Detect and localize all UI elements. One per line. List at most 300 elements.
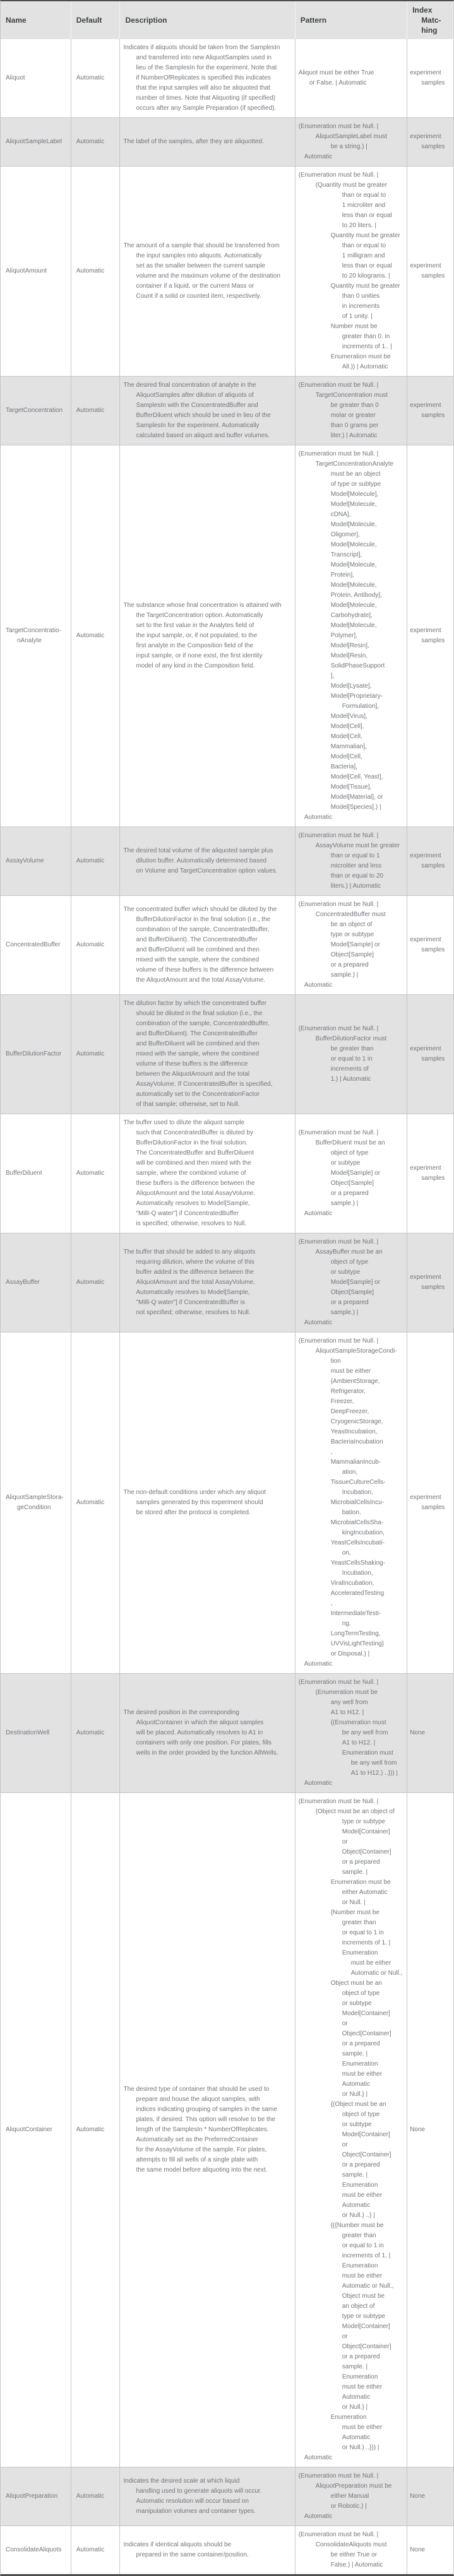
index-matching-value: samples <box>421 79 445 86</box>
pattern-line: or Null.) ..})) | <box>342 2444 379 2451</box>
description-line: AliquotSamples after dilution of aliquots of <box>136 392 254 399</box>
index-matching-value: samples <box>421 1504 445 1511</box>
pattern-line: Object[Sample] <box>330 1289 374 1296</box>
description-line: AliquotAmount and the total AssayVolume. <box>136 1279 255 1286</box>
index-matching-value: samples <box>421 1284 445 1291</box>
description-line: wells in the order provided by the function AllWells. <box>136 1750 278 1756</box>
description-line: containers with only one position. For plates, fills <box>136 1739 272 1746</box>
pattern-line: (Enumeration must be Null. | <box>298 1798 379 1805</box>
pattern-line: tion <box>330 1358 341 1365</box>
pattern-line: BacteriaIncubation <box>330 1438 383 1445</box>
option-name: BufferDilutionFactor <box>6 1050 62 1057</box>
description-line: and transferred into new AliquotSamples used in <box>136 54 272 61</box>
pattern-line: be any well from <box>342 1729 388 1736</box>
description-cell <box>120 2467 295 2526</box>
description-line: sample, where the combined volume of <box>136 1170 246 1177</box>
index-matching-value: experiment <box>410 69 441 76</box>
description-line: length of the SamplesIn * NumberOfReplicates. <box>136 2126 269 2133</box>
pattern-line: than or equal to <box>342 192 386 199</box>
default-value: Automatic <box>76 407 105 414</box>
header-label: Description <box>125 16 167 25</box>
description-line: SamplesIn for the experiment. Automatically <box>136 422 260 429</box>
pattern-cell <box>296 2467 408 2526</box>
description-line: Automatically resolves to Model[Sample, <box>136 1289 250 1296</box>
default-value: Automatic <box>76 1499 105 1506</box>
pattern-line: Automatic <box>304 1210 333 1217</box>
header-cell-index_matching <box>407 1 453 39</box>
header-label: Index <box>412 6 433 15</box>
pattern-line: or subtype <box>342 2000 372 2007</box>
pattern-cell <box>296 377 408 445</box>
pattern-line: Enumeration must be <box>330 353 391 360</box>
pattern-line: UVVisLightTesting} <box>330 1640 384 1647</box>
description-line: AssayVolume. If ConcentratedBuffer is specified, <box>136 1081 273 1088</box>
description-line: and BufferDiluent). The ConcentratedBuffer <box>136 936 258 943</box>
pattern-line: {Number must be <box>330 1909 379 1916</box>
description-line: attempts to fill all wells of a single plate with <box>136 2156 258 2163</box>
pattern-line: ation, <box>342 1469 358 1476</box>
pattern-line: {(Object must be an <box>330 2101 386 2108</box>
description-line: automatically set to the ConcentrationFactor <box>136 1091 260 1098</box>
description-line: samples generated by this experiment should <box>136 1499 263 1506</box>
index-matching-cell <box>407 995 453 1114</box>
description-cell <box>120 39 295 117</box>
default-value: Automatic <box>76 74 105 81</box>
description-line: The buffer that should be added to any aliquots <box>123 1249 256 1256</box>
pattern-line: bation, <box>342 1509 361 1516</box>
pattern-line: BufferDiluent must be an <box>315 1139 385 1146</box>
default-cell <box>71 896 121 994</box>
pattern-line: or <box>342 2333 348 2340</box>
index-matching-value: samples <box>421 412 445 419</box>
pattern-line: or Null.} | <box>342 2404 368 2411</box>
pattern-line: be greater than 0 <box>330 402 379 409</box>
name-cell <box>1 377 71 445</box>
index-matching-value: experiment <box>410 402 441 409</box>
pattern-line: MicrobialCellsSha- <box>330 1519 384 1526</box>
pattern-line: or equal to 1 in <box>342 1929 384 1936</box>
default-value: Automatic <box>76 138 105 145</box>
pattern-line: Model[Molecule, <box>330 501 377 508</box>
index-matching-value: samples <box>421 862 445 869</box>
name-cell <box>1 1114 71 1233</box>
description-line: not specified; otherwise, resolves to Null. <box>136 1309 251 1316</box>
pattern-line: Model[Tissue], <box>330 784 372 791</box>
pattern-line: Model[Molecule, <box>330 521 377 528</box>
default-value: Automatic <box>76 1279 105 1286</box>
pattern-line: cDNA], <box>330 511 351 518</box>
option-name: BufferDiluent <box>6 1170 42 1177</box>
pattern-cell <box>296 445 408 826</box>
pattern-line: ng, <box>342 1620 351 1627</box>
pattern-line: (Enumeration must be Null. | <box>298 123 379 130</box>
option-name: TargetConcentratio- <box>6 627 61 634</box>
pattern-line: or Null.) ..} | <box>342 2212 375 2219</box>
pattern-line: 1 microliter and <box>342 202 386 209</box>
description-line: Automatically resolves to Model[Sample, <box>136 1200 250 1207</box>
table-row <box>1 1792 453 2467</box>
default-cell <box>71 167 121 376</box>
header-cell-pattern <box>296 1 408 39</box>
pattern-line: of type or subtype <box>330 481 381 488</box>
option-name: AliquotSampleLabel <box>6 138 62 145</box>
description-line: volume of these buffers is the difference between <box>136 967 274 973</box>
pattern-line: or a prepared <box>342 2040 380 2047</box>
description-line: requiring dilution, where the volume of this <box>136 1259 254 1266</box>
description-line: Indicates the desired scale at which liquid <box>123 2478 240 2485</box>
pattern-line: or equal to 1 in <box>330 1056 373 1062</box>
name-cell <box>1 1674 71 1792</box>
pattern-line: Model[Virus], <box>330 713 367 720</box>
index-matching-value: experiment <box>410 262 441 269</box>
pattern-line: (Enumeration must be Null. | <box>298 832 379 839</box>
pattern-line: microliter and less <box>330 862 382 869</box>
description-line: Automatic resolution will occur based on <box>136 2498 249 2505</box>
pattern-line: either Manual <box>330 2493 369 2500</box>
pattern-line: sample. | <box>342 1869 368 1876</box>
description-line: for the AssayVolume of the sample. For plates, <box>136 2146 267 2153</box>
pattern-line: YeastCellsShaking- <box>330 1560 386 1567</box>
description-line: prepare and house the aliquot samples, with <box>136 2096 260 2103</box>
description-line: be stored after the protocol is completed. <box>136 1509 251 1516</box>
description-line: Automatically set as the PreferredContainer <box>136 2136 258 2143</box>
pattern-line: Automatic <box>304 1319 333 1326</box>
header-label: Pattern <box>300 16 327 25</box>
description-line: the same model before aliquoting into the next. <box>136 2167 268 2173</box>
description-line: and BufferDiluent will be combined and then <box>136 946 260 953</box>
description-line: should be diluted in the final solution (i.e., the <box>136 1010 263 1017</box>
pattern-cell <box>296 118 408 166</box>
pattern-line: Automatic <box>342 2434 371 2441</box>
index-matching-value: samples <box>421 1175 445 1182</box>
pattern-line: Automatic <box>342 2394 371 2401</box>
pattern-line: sample.) | <box>330 972 359 979</box>
pattern-line: (Enumeration must be <box>315 1689 378 1696</box>
pattern-line: Model[Cell, <box>330 753 362 760</box>
description-line: dilution buffer. Automatically determined based <box>136 857 267 864</box>
pattern-line: Model[Molecule], <box>330 491 379 498</box>
default-cell <box>71 2467 121 2526</box>
pattern-line: to 20 liters. | <box>342 222 376 229</box>
name-cell <box>1 39 71 117</box>
description-line: Count if a solid or counted item, respectively. <box>136 293 261 300</box>
description-line: The amount of a sample that should be transferred from <box>123 242 280 249</box>
pattern-line: to 20 kilograms. | <box>342 273 390 279</box>
pattern-line: Model[Molecule, <box>330 602 377 609</box>
pattern-line: Object must be an <box>330 1980 382 1987</box>
description-line: Indicates if identical aliquots should be <box>123 2541 232 2548</box>
default-cell <box>71 995 121 1114</box>
pattern-line: type or subtype <box>330 931 374 938</box>
pattern-line: less than or equal <box>342 212 392 219</box>
pattern-line: Model[Resin, <box>330 652 368 659</box>
pattern-line: (Quantity must be greater <box>315 182 388 189</box>
name-cell <box>1 167 71 376</box>
pattern-line: or a prepared <box>330 962 369 968</box>
description-line: will be placed. Automatically resolves to A1 in <box>136 1729 263 1736</box>
description-line: SamplesIn with the ConcentratedBuffer and <box>136 402 258 409</box>
default-value: Automatic <box>76 2126 105 2133</box>
name-cell <box>1 827 71 895</box>
pattern-line: (Enumeration must be Null. | <box>298 901 379 908</box>
name-cell <box>1 2526 71 2574</box>
pattern-line: , <box>330 1600 333 1607</box>
description-line: that the input samples will also be aliquoted that <box>136 85 270 91</box>
header-label: Name <box>6 16 27 25</box>
pattern-line: Model[Container] <box>342 1828 390 1835</box>
pattern-line: or Null.} | <box>342 2091 368 2098</box>
header-cell-description <box>120 1 295 39</box>
description-line: number of times. Note that Aliquoting (if specified) <box>136 95 276 102</box>
pattern-cell <box>296 1332 408 1673</box>
pattern-line: AssayVolume must be greater <box>315 842 400 849</box>
pattern-line: increments of 1. | <box>342 2252 391 2259</box>
pattern-line: or subtype <box>330 1269 361 1276</box>
table-row <box>1 895 453 994</box>
pattern-line: or a prepared <box>342 2353 380 2360</box>
description-line: on Volume and TargetConcentration option values. <box>136 867 278 874</box>
description-cell <box>120 1114 295 1233</box>
description-line: BufferDilutionFactor in the final solution. <box>136 1139 248 1146</box>
pattern-line: less than or equal <box>342 262 392 269</box>
index-matching-value: samples <box>421 637 445 644</box>
index-matching-cell <box>407 827 453 895</box>
default-cell <box>71 2526 121 2574</box>
default-value: Automatic <box>76 2546 105 2553</box>
pattern-line: or subtype <box>342 2121 372 2128</box>
pattern-line: must be either <box>330 1368 371 1375</box>
default-cell <box>71 827 121 895</box>
description-line: volume and the maximum volume of the destination <box>136 273 280 279</box>
table-row <box>1 117 453 166</box>
description-line: if NumberOfReplicates is specified this indicates <box>136 74 271 81</box>
pattern-line: must be an object <box>330 471 381 478</box>
pattern-line: (Enumeration must be Null. | <box>298 1679 379 1686</box>
pattern-line: Model[Cell, Yeast], <box>330 773 383 780</box>
pattern-line: Protein], <box>330 572 354 579</box>
pattern-line: Model[Container] <box>342 2131 390 2138</box>
description-line: handling used to generate aliquots will occur. <box>136 2488 262 2495</box>
pattern-line: on, <box>342 1550 351 1556</box>
pattern-line: Number must be <box>330 323 378 330</box>
description-line: The ConcentratedBuffer and BufferDiluent <box>136 1150 254 1156</box>
description-cell <box>120 377 295 445</box>
pattern-line: False.) | Automatic <box>330 2561 383 2568</box>
pattern-line: any well from <box>330 1699 368 1706</box>
description-line: The desired position in the corresponding <box>123 1709 239 1716</box>
option-name: AliquotContainer <box>6 2126 52 2133</box>
index-matching-cell <box>407 1233 453 1332</box>
option-name: AliquotAmount <box>6 268 47 274</box>
header-label: hing <box>421 26 438 35</box>
table-row <box>1 39 453 117</box>
name-cell <box>1 1332 71 1673</box>
pattern-line: Model[Proprietary- <box>330 693 383 700</box>
pattern-line: or a prepared <box>330 1299 369 1306</box>
index-matching-value: None <box>410 2126 426 2133</box>
pattern-line: Quantity must be greater <box>330 232 400 239</box>
pattern-line: (Object must be an object of <box>315 1808 395 1815</box>
pattern-line: Model[Resin], <box>330 642 369 649</box>
pattern-cell <box>296 827 408 895</box>
header-label: Default <box>76 16 102 25</box>
pattern-line: must be either <box>342 2273 383 2279</box>
description-line: the TargetConcentration option. Automatically <box>136 612 263 619</box>
description-line: BufferDilutionFactor in the final solution (i.e., the <box>136 916 271 923</box>
pattern-line: Protein, Antibody], <box>330 592 382 599</box>
pattern-line: Model[Lysate], <box>330 683 372 690</box>
pattern-line: Automatic or Null., <box>342 2283 394 2290</box>
description-line: manipulation volumes and container types. <box>136 2508 256 2515</box>
pattern-line: than 0 unities <box>342 293 380 300</box>
pattern-line: Object must be <box>342 2293 385 2300</box>
description-line: set as the smaller between the current sample <box>136 262 266 269</box>
pattern-line: BufferDilutionFactor must <box>315 1035 387 1042</box>
pattern-line: increments of <box>330 1066 369 1073</box>
pattern-line: (Enumeration must be Null. | <box>298 1025 379 1032</box>
pattern-line: greater than <box>342 1919 376 1926</box>
pattern-line: be an object of <box>330 921 373 928</box>
name-cell <box>1 118 71 166</box>
option-name: AliquotPreparation <box>6 2493 58 2500</box>
pattern-line: 1.) | Automatic <box>330 1076 371 1083</box>
pattern-cell <box>296 39 408 117</box>
table-row <box>1 1673 453 1792</box>
description-line: model of any kind in the Composition field. <box>136 662 255 669</box>
pattern-line: (Enumeration must be Null. | <box>298 172 379 179</box>
index-matching-value: experiment <box>410 627 441 634</box>
header-label: Matc- <box>421 16 441 25</box>
index-matching-cell <box>407 1114 453 1233</box>
default-value: Automatic <box>76 1170 105 1177</box>
pattern-line: Object[Container] <box>342 2151 391 2158</box>
default-value: Automatic <box>76 632 105 639</box>
header-cell-name <box>1 1 71 39</box>
pattern-line: than or equal to <box>342 242 386 249</box>
pattern-line: YeastIncubation, <box>330 1428 378 1435</box>
pattern-cell <box>296 1793 408 2467</box>
pattern-line: A1 to H12. | <box>330 1709 364 1716</box>
description-line: The buffer used to dilute the aliquot sample <box>123 1119 245 1126</box>
description-line: combination of the sample, ConcentratedBuffer, <box>136 926 270 933</box>
pattern-cell <box>296 1233 408 1332</box>
default-value: Automatic <box>76 857 105 864</box>
pattern-line: or <box>342 2141 348 2148</box>
pattern-line: Quantity must be greater <box>330 283 400 290</box>
index-matching-value: experiment <box>410 1045 441 1052</box>
pattern-line: Incubation, <box>342 1570 373 1577</box>
pattern-line: Automatic <box>304 2513 333 2520</box>
description-line: BufferDiluent which should be used in lieu of the <box>136 412 271 419</box>
pattern-line: Model[Material], or <box>330 794 383 801</box>
pattern-line: {(Enumeration must <box>330 1719 386 1726</box>
table-row <box>1 166 453 376</box>
pattern-line: (Enumeration must be Null. | <box>298 382 379 389</box>
pattern-line: greater than 0. in <box>342 333 390 340</box>
description-line: between the AliquotAmount and the total <box>136 1071 250 1078</box>
pattern-line: increments of 1.. | <box>342 343 392 350</box>
pattern-line: must be either <box>342 2192 383 2199</box>
description-line: AliquotAmount and the total AssayVolume. <box>136 1190 255 1197</box>
pattern-line: Polymer], <box>330 632 357 639</box>
name-cell <box>1 1233 71 1332</box>
pattern-line: Object[Sample] <box>330 1180 374 1187</box>
pattern-line: Aliquot must be either True <box>298 69 374 76</box>
pattern-line: or Null. | <box>342 1899 366 1906</box>
name-cell <box>1 2467 71 2526</box>
pattern-line: TargetConcentrationAnalyte <box>315 461 394 468</box>
pattern-line: Automatic <box>304 814 333 821</box>
description-line: and BufferDiluent will be combined and then <box>136 1040 260 1047</box>
index-matching-value: experiment <box>410 852 441 859</box>
description-cell <box>120 445 295 826</box>
index-matching-value: samples <box>421 143 445 150</box>
description-line: The concentrated buffer which should be diluted by the <box>123 906 277 913</box>
pattern-line: an object of <box>342 2303 375 2310</box>
pattern-line: than or equal to 20 <box>330 873 384 879</box>
index-matching-cell <box>407 39 453 117</box>
pattern-line: Automatic <box>304 1661 333 1667</box>
pattern-line: Enumeration <box>342 2182 378 2189</box>
pattern-line: Refrigerator, <box>330 1388 366 1395</box>
pattern-cell <box>296 167 408 376</box>
name-cell <box>1 995 71 1114</box>
pattern-line: {({Number must be <box>330 2222 384 2229</box>
pattern-line: sample. | <box>342 2050 368 2057</box>
index-matching-value: samples <box>421 1056 445 1062</box>
name-cell <box>1 445 71 826</box>
description-cell <box>120 995 295 1114</box>
pattern-line: Enumeration <box>342 2061 378 2067</box>
pattern-line: TissueCultureCells- <box>330 1479 386 1486</box>
description-line: calculated based on aliquot and buffer volumes. <box>136 432 270 439</box>
pattern-line: or Robotic.) | <box>330 2503 367 2510</box>
pattern-line: Mammalian], <box>330 743 367 750</box>
pattern-line: LongTermTesting, <box>330 1630 381 1637</box>
description-line: buffer added is the difference between the <box>136 1269 254 1276</box>
description-line: will be combined and then mixed with the <box>136 1160 251 1167</box>
default-value: Automatic <box>76 268 105 274</box>
table-row <box>1 1114 453 1233</box>
pattern-line: Automatic <box>304 153 333 160</box>
pattern-line: than 0 grams per <box>330 422 379 429</box>
pattern-line: type or subtype <box>342 1818 386 1825</box>
description-line: occurs after any Sample Preparation (if specified). <box>136 105 277 112</box>
description-line: and BufferDiluent). The ConcentratedBuffer <box>136 1030 258 1037</box>
pattern-line: YeastCellsIncubati- <box>330 1539 385 1546</box>
pattern-line: Model[Molecule, <box>330 622 377 629</box>
index-matching-value: samples <box>421 946 445 953</box>
pattern-line: in increments <box>342 303 380 310</box>
option-name: ConcentratedBuffer <box>6 941 61 948</box>
pattern-cell <box>296 1674 408 1792</box>
pattern-line: Model[Container] <box>342 2010 390 2017</box>
pattern-line: or a prepared <box>330 1190 369 1197</box>
default-cell <box>71 39 121 117</box>
description-cell <box>120 1233 295 1332</box>
option-name: geCondition <box>17 1504 51 1511</box>
index-matching-value: samples <box>421 273 445 279</box>
description-line: these buffers is the difference between the <box>136 1180 255 1187</box>
pattern-line: ], <box>330 673 335 679</box>
pattern-line: Object[Container] <box>342 2343 391 2350</box>
pattern-line: sample. | <box>342 2363 368 2370</box>
description-line: AliquotContainer in which the aliquot samples <box>136 1719 264 1726</box>
pattern-line: or a prepared <box>342 1859 380 1866</box>
index-matching-value: experiment <box>410 1274 441 1281</box>
description-line: The label of the samples, after they are aliquotted. <box>123 138 264 145</box>
name-cell <box>1 896 71 994</box>
